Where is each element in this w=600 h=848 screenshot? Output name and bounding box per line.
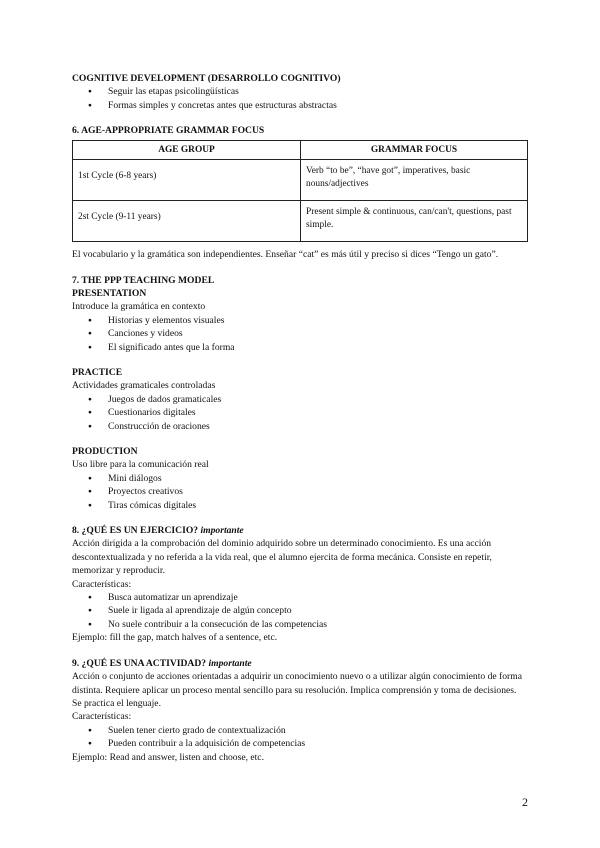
table-cell: 1st Cycle (6-8 years) xyxy=(73,160,301,201)
activity-heading xyxy=(72,657,528,670)
activity-characteristics-label: Características: xyxy=(72,711,132,723)
presentation-list xyxy=(72,314,528,354)
table-cell: Verb “to be”, “have got”, imperatives, basic nouns/adjectives xyxy=(301,160,528,201)
activity-example: Ejemplo: Read and answer, listen and choose, etc. xyxy=(72,751,264,763)
importance-tag: importante xyxy=(208,657,252,669)
exercise-body: Acción dirigida a la comprobación del dominio adquirido sobre un determinado conocimiento. Es una acción descontextualizada y no referida a la vida real, que el alumno ejercita de forma mecánica. Consiste en repetir, memorizar y reproducir. xyxy=(72,538,492,577)
ppp-heading: 7. THE PPP TEACHING MODEL xyxy=(72,274,215,286)
exercise-example: Ejemplo: fill the gap, match halves of a sentence, etc. xyxy=(72,632,278,644)
list-item: ● El significado antes que la forma xyxy=(72,341,528,354)
exercise-heading-text: 8. ¿QUÉ ES UN EJERCICIO? xyxy=(72,525,199,537)
practice-intro: Actividades gramaticales controladas xyxy=(72,380,216,392)
list-item: ● Construcción de oraciones xyxy=(72,420,528,433)
activity-heading-text: 9. ¿QUÉ ES UNA ACTIVIDAD? xyxy=(72,657,207,669)
practice-list xyxy=(72,393,528,433)
table-row xyxy=(73,160,528,201)
grammar-table xyxy=(72,140,528,243)
activity-body: Acción o conjunto de acciones orientadas a adquirir un conocimiento nuevo o a utilizar algún conocimiento de forma distinta. Requiere aplicar un proceso mental sencillo para su resolución. Implica comprensión y toma de decisiones. Se practica el lenguaje. xyxy=(72,671,522,709)
list-item: ● Seguir las etapas psicolingüísticas xyxy=(72,85,528,98)
page-number: 2 xyxy=(522,795,528,809)
list-item: ● Juegos de dados gramaticales xyxy=(72,393,528,406)
grammar-note: El vocabulario y la gramática son independientes. Enseñar “cat” es más útil y preciso si dices “Tengo un gato”. xyxy=(72,249,499,261)
list-item: ● Busca automatizar un aprendizaje xyxy=(72,591,528,604)
list-item: ● Suelen tener cierto grado de contextualización xyxy=(72,724,528,737)
table-header-row xyxy=(73,140,528,160)
exercise-heading xyxy=(72,524,528,537)
list-item: ● Canciones y videos xyxy=(72,327,528,340)
page-content xyxy=(72,72,528,764)
list-item: ● Pueden contribuir a la adquisición de competencias xyxy=(72,737,528,750)
cognitive-heading: COGNITIVE DEVELOPMENT (DESARROLLO COGNITIVO) xyxy=(72,73,341,84)
list-item: ● No suele contribuir a la consecución de las competencias xyxy=(72,618,528,631)
column-header-focus: GRAMMAR FOCUS xyxy=(301,140,528,160)
practice-title: PRACTICE xyxy=(72,366,123,378)
production-list xyxy=(72,472,528,512)
presentation-title: PRESENTATION xyxy=(72,287,147,299)
activity-list xyxy=(72,724,528,751)
exercise-characteristics-label: Características: xyxy=(72,578,132,590)
list-item: ● Mini diálogos xyxy=(72,472,528,485)
presentation-intro: Introduce la gramática en contexto xyxy=(72,301,206,313)
table-row xyxy=(73,201,528,242)
list-item: ● Proyectos creativos xyxy=(72,485,528,498)
production-title: PRODUCTION xyxy=(72,446,138,457)
list-item: ● Formas simples y concretas antes que estructuras abstractas xyxy=(72,99,528,112)
list-item: ● Suele ir ligada al aprendizaje de algún concepto xyxy=(72,604,528,617)
column-header-age: AGE GROUP xyxy=(73,140,301,160)
grammar-heading: 6. AGE-APPROPRIATE GRAMMAR FOCUS xyxy=(72,125,265,137)
list-item: ● Cuestionarios digitales xyxy=(72,406,528,419)
production-intro: Uso libre para la comunicación real xyxy=(72,459,209,471)
cognitive-list xyxy=(72,85,528,112)
importance-tag: importante xyxy=(200,525,244,537)
exercise-list xyxy=(72,591,528,631)
list-item: ● Tiras cómicas digitales xyxy=(72,499,528,512)
table-cell: 2st Cycle (9-11 years) xyxy=(73,201,301,242)
table-cell: Present simple & continuous, can/can't, questions, past simple. xyxy=(301,201,528,242)
list-item: ● Historias y elementos visuales xyxy=(72,314,528,327)
